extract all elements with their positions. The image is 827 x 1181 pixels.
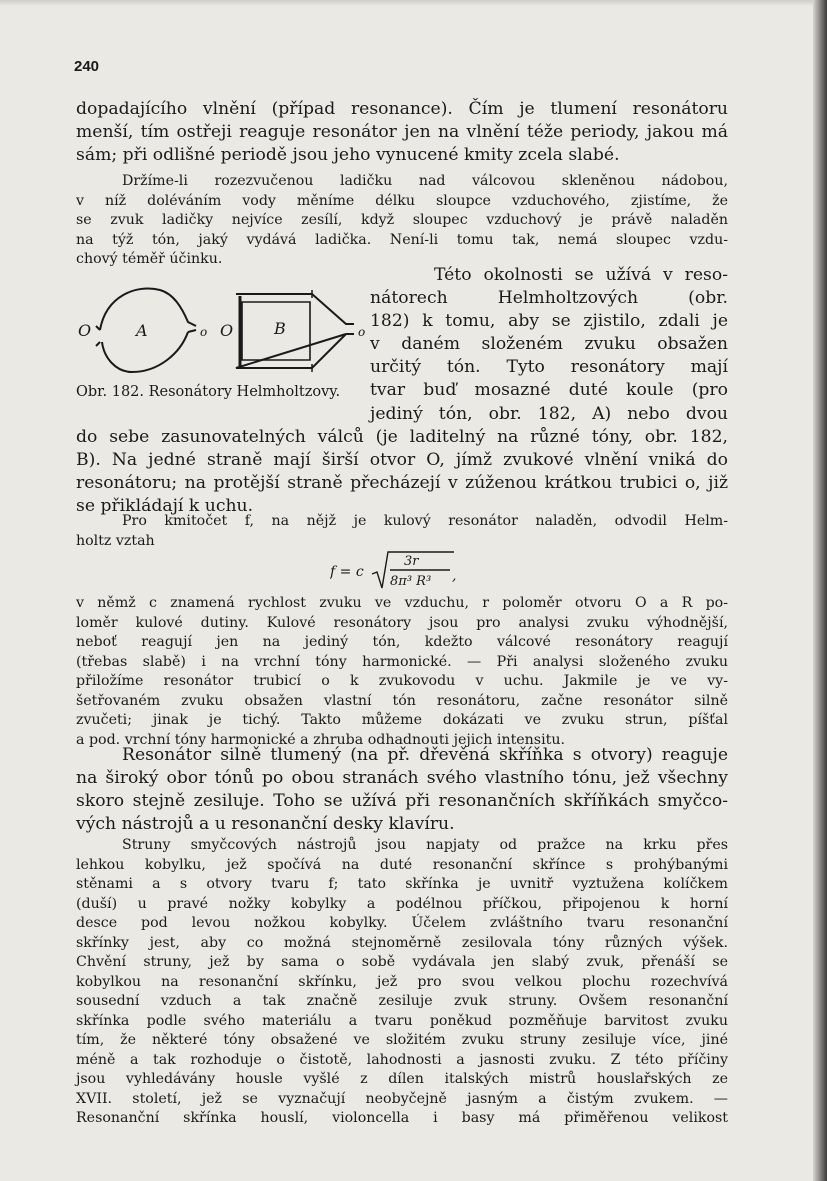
text-line: skřínka podle svého materiálu a tvaru poněkud pozměňuje barvitost zvuku xyxy=(76,1012,728,1029)
paragraph-string-instruments xyxy=(76,836,728,1129)
spherical-resonator-outline xyxy=(100,289,196,372)
text-line: v daném složeném zvuku obsažen xyxy=(370,334,728,355)
text-line: na týž tón, jaký vydává ladička. Není-li tomu tak, nemá sloupec vzdu- xyxy=(76,231,728,248)
text-line: Držíme-li rozezvučenou ladičku nad válcovou skleněnou nádobou, xyxy=(122,173,728,189)
text-line: Resonátor silně tlumený (na př. dřevěná skříňka s otvory) reaguje xyxy=(122,745,728,765)
formula-comma: , xyxy=(452,568,457,584)
text-line: sám; při odlišné periodě jsou jeho vynucené kmity zcela slabé. xyxy=(76,145,620,166)
page-number: 240 xyxy=(74,58,100,75)
text-line: v němž c znamená rychlost zvuku ve vzduchu, r poloměr otvoru O a R po- xyxy=(76,595,728,611)
text-line: Této okolnosti se užívá v reso- xyxy=(434,265,728,285)
text-line: lehkou kobylku, jež spočívá na duté resonanční skřínce s prohýbanými xyxy=(76,856,728,873)
label-opening-O-left: O xyxy=(78,321,92,340)
text-line: v níž doléváním vody měníme délku sloupce vzduchového, zjistíme, že xyxy=(76,192,728,209)
text-line: skoro stejně zesiluje. Toho se užívá při resonančních skříňkách smyčco- xyxy=(76,791,728,812)
text-line: (třebas slabě) i na vrchní tóny harmonické. — Při analysi složeného zvuku xyxy=(76,653,728,670)
text-line: zvučeti; jinak je tichý. Takto můžeme dokázati ve zvuku strun, píšťal xyxy=(76,712,728,728)
label-B: B xyxy=(274,319,286,338)
text-line: 182) k tomu, aby se zjistilo, zdali je xyxy=(370,311,728,332)
text-line: jsou vyhledávány housle vyšlé z dílen italských mistrů houslařských ze xyxy=(76,1071,728,1087)
text-line: XVII. století, jež se vyznačují neobyčejně jasným a čistým zvukem. — xyxy=(76,1090,728,1107)
text-line: skřínky jest, aby co možná stejnoměrně zesilovala tóny různých výšek. xyxy=(76,934,728,951)
formula-denominator: 8π³ R³ xyxy=(390,574,432,589)
text-line: na široký obor tónů po obou stranách svého vlastního tónu, jež všechny xyxy=(76,768,728,789)
text-line: Struny smyčcových nástrojů jsou napjaty od pražce na krku přes xyxy=(122,837,728,853)
text-line: Chvění struny, jež by sama o sobě vydávala jen slabý zvuk, přenáší se xyxy=(76,954,728,970)
text-line: sousední vzduch a tak značně zesiluje zvuk struny. Ovšem resonanční xyxy=(76,993,728,1009)
text-line: (duší) u pravé nožky kobylky a podélnou příčkou, připojenou k horní xyxy=(76,895,728,912)
cylindrical-resonator-outer xyxy=(236,294,354,368)
text-line: a pod. vrchní tóny harmonické a zhruba odhadnouti jejich intensitu. xyxy=(76,731,565,748)
page-right-edge xyxy=(813,0,827,1181)
text-line: desce pod levou nožkou kobylky. Účelem zvláštního tvaru resonanční xyxy=(76,915,728,931)
formula-helmholtz xyxy=(330,550,490,590)
text-line: B). Na jedné straně mají širší otvor O, jímž zvukové vlnění vniká do xyxy=(76,450,728,471)
text-line: dopadajícího vlnění (případ resonance). Čím je tlumení resonátoru xyxy=(76,99,728,119)
text-line: určitý tón. Tyto resonátory mají xyxy=(370,357,728,378)
paragraph-helmholtz-full xyxy=(76,426,728,518)
paragraph-resonance-intro xyxy=(76,98,728,167)
label-small-o-right: o xyxy=(358,325,366,339)
paragraph-frequency xyxy=(76,512,728,551)
paragraph-tuning-fork xyxy=(76,172,728,270)
text-line: chový téměř účinku. xyxy=(76,251,223,267)
label-small-o-left: o xyxy=(200,325,208,339)
spherical-resonator-opening xyxy=(96,326,100,346)
text-line: přiložíme resonátor trubicí o k zvukovodu v uchu. Jakmile je ve vy- xyxy=(76,673,728,689)
text-line: stěnami a s otvory tvaru f; tato skřínka je uvnitř vyztužena kolíčkem xyxy=(76,876,728,892)
text-line: šetřovaném zvuku obsažen vlastní tón resonátoru, začne resonátor silně xyxy=(76,692,728,709)
label-opening-O-mid: O xyxy=(220,321,234,340)
text-line: vých nástrojů a u resonanční desky klavíru. xyxy=(76,814,455,835)
text-line: tím, že některé tóny obsažené ve složitém zvuku struny zesiluje více, jiné xyxy=(76,1032,728,1048)
text-line: méně a tak rozhoduje o čistotě, lahodnosti a jasnosti zvuku. Z této příčiny xyxy=(76,1051,728,1068)
paragraph-helmholtz-right xyxy=(370,264,728,426)
text-line: se přikládají k uchu. xyxy=(76,496,254,517)
formula-lhs: f = c xyxy=(330,564,364,580)
figure-helmholtz-resonators xyxy=(76,276,366,380)
text-line: menší, tím ostřeji reaguje resonátor jen na vlnění téže periody, jakou má xyxy=(76,122,728,143)
text-line: Pro kmitočet f, na nějž je kulový resonátor naladěn, odvodil Helm- xyxy=(122,513,728,529)
text-line: holtz vztah xyxy=(76,532,155,549)
text-line: Resonanční skřínka houslí, violoncella i basy má přiměřenou velikost xyxy=(76,1110,728,1126)
text-line: do sebe zasunovatelných válců (je laditelný na různé tóny, obr. 182, xyxy=(76,427,728,447)
text-line: neboť reagují jen na jediný tón, kdežto válcové resonátory reagují xyxy=(76,634,728,650)
paragraph-spherical-vs-cylindrical xyxy=(76,594,728,750)
text-line: tvar buď mosazné duté koule (pro xyxy=(370,380,728,401)
page-top-edge xyxy=(0,0,827,6)
formula-numerator: 3r xyxy=(404,554,419,569)
text-line: se zvuk ladičky nejvíce zesílí, když sloupec vzduchový je právě naladěn xyxy=(76,212,728,228)
paragraph-damped-resonator xyxy=(76,744,728,836)
figure-caption: Obr. 182. Resonátory Helmholtzovy. xyxy=(76,384,341,400)
text-line: nátorech Helmholtzových (obr. xyxy=(370,288,728,309)
label-A: A xyxy=(136,321,148,340)
text-line: loměr kulové dutiny. Kulové resonátory jsou pro analysi zvuku výhodnější, xyxy=(76,614,728,631)
text-line: kobylkou na resonanční skřínku, jež pro svou velkou plochu rozechvívá xyxy=(76,973,728,990)
text-line: jediný tón, obr. 182, A) nebo dvou xyxy=(370,403,728,424)
text-line: resonátoru; na protější straně přecházejí v zúženou krátkou trubici o, již xyxy=(76,473,728,494)
